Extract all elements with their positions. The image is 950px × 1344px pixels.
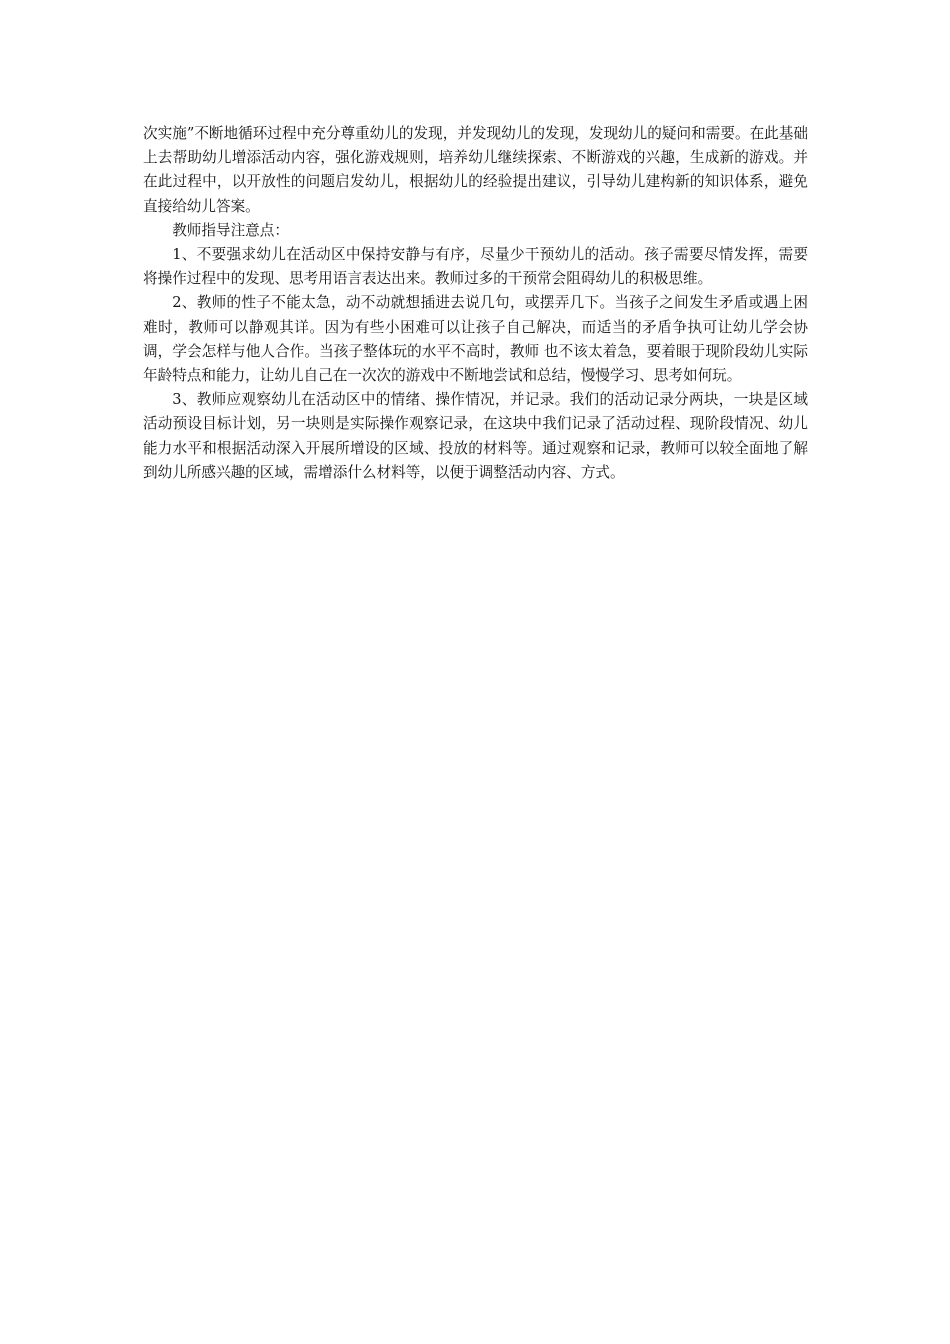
paragraph-point-3: 3、教师应观察幼儿在活动区中的情绪、操作情况，并记录。我们的活动记录分两块，一块是区域活动预设目标计划，另一块则是实际操作观察记录，在这块中我们记录了活动过程、现阶段情况、幼儿能力水平和根据活动深入开展所增设的区域、投放的材料等。通过观察和记录，教师可以较全面地了解到幼儿所感兴趣的区域，需增添什么材料等，以便于调整活动内容、方式。 bbox=[143, 391, 808, 481]
paragraph-continuation: 次实施”不断地循环过程中充分尊重幼儿的发现，并发现幼儿的发现，发现幼儿的疑问和需要。在此基础上去帮助幼儿增添活动内容，强化游戏规则，培养幼儿继续探索、不断游戏的兴趣，生成新的游戏。并在此过程中，以开放性的问题启发幼儿，根据幼儿的经验提出建议，引导幼儿建构新的知识体系，避免直接给幼儿答案。 bbox=[143, 125, 808, 215]
paragraph-point-1: 1、不要强求幼儿在活动区中保持安静与有序，尽量少干预幼儿的活动。孩子需要尽情发挥，需要将操作过程中的发现、思考用语言表达出来。教师过多的干预常会阻碍幼儿的积极思维。 bbox=[143, 246, 808, 288]
document-body bbox=[143, 122, 808, 485]
paragraph-point-2: 2、教师的性子不能太急，动不动就想插进去说几句，或摆弄几下。当孩子之间发生矛盾或遇上困难时，教师可以静观其详。因为有些小困难可以让孩子自己解决，而适当的矛盾争执可让幼儿学会协调，学会怎样与他人合作。当孩子整体玩的水平不高时，教师 也不该太着急，要着眼于现阶段幼儿实际年龄特点和能力，让幼儿自己在一次次的游戏中不断地尝试和总结，慢慢学习、思考如何玩。 bbox=[143, 294, 808, 385]
paragraph-guidance-heading: 教师指导注意点： bbox=[172, 221, 289, 239]
